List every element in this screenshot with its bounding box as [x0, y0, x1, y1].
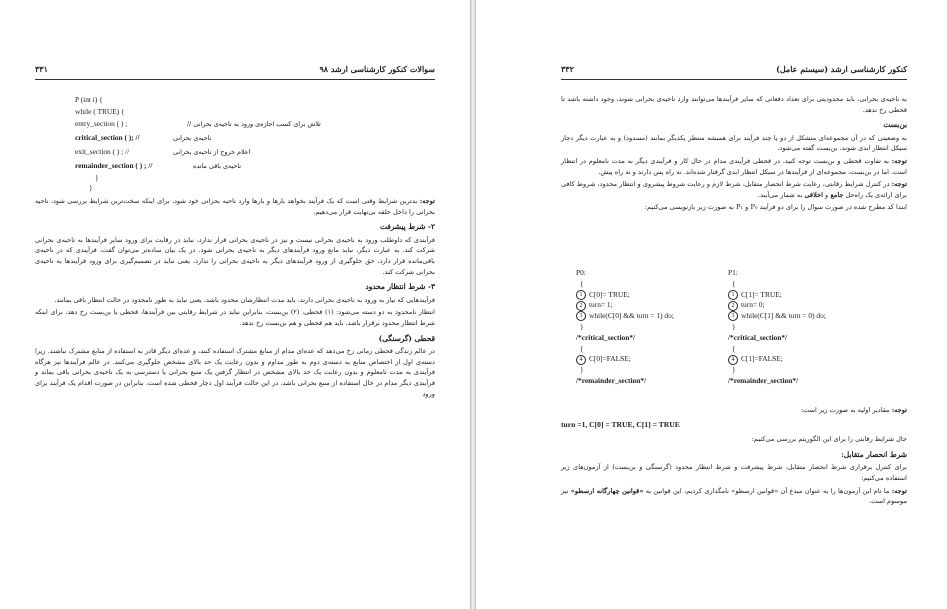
- code-comment: اعلام خروج از ناحیه‌ی بحرانی: [173, 148, 251, 156]
- code-line: 2 turn= 0;: [728, 300, 898, 311]
- paragraph: حال شرایط رقابتی را برای این الگوریتم بررسی می‌کنیم:: [751, 435, 907, 444]
- code-comment: تلاش برای کسب اجازه‌ی ورود به ناحیه‌ی بحرانی //: [187, 120, 321, 128]
- left-body: [35, 196, 435, 401]
- circled-number: 1: [576, 290, 586, 300]
- p0-code-block: [576, 268, 736, 387]
- circled-number: 1: [728, 290, 738, 300]
- code-line: 3 while(C[1] && turn = 0) do;: [728, 311, 898, 322]
- paragraph: انتظار نامحدود به دو دسته می‌شود: (۱) قحطی، (۲) بن‌بست، بنابراین نباید در شرایط رقابتی بین فرآیندها، قحطی یا بن‌بست رخ دهد. برای اینکه شرط انتظار محدود برقرار باشد، باید هم قحطی و هم بن‌بست رخ ندهد.: [35, 308, 435, 327]
- code-line: 2 turn= 1;: [576, 300, 736, 311]
- note-paragraph: توجه: ما نام این آزمون‌ها را به عنوان مبدع آن «قوانین ارسطو» نامگذاری کردیم، این قوانین به «قوانین چهارگانه ارسطو» نیز موسوم است.: [561, 486, 907, 506]
- code-line: 3 while(C[0] && turn = 1) do;: [576, 311, 736, 322]
- code-line: /*remainder_section*/: [576, 375, 647, 385]
- page-number: ۳۳۱: [35, 64, 48, 74]
- left-page: [0, 0, 470, 609]
- code-line: }: [580, 321, 584, 331]
- right-body-top: [561, 94, 907, 215]
- code-line: P (int i) {: [75, 95, 103, 104]
- paragraph: به وضعیتی که در آن مجموعه‌ای متشکل از دو یا چند فرآیند برای همیشه منتظر یکدیگر بمانند (مسدود) و به عبارت دیگر دچار سیکل انتظار ابدی شوند، بن‌بست گفته می‌شود.: [561, 133, 907, 153]
- circled-number: 4: [728, 355, 738, 365]
- section-heading: شرط انحصار متقابل:: [841, 449, 907, 459]
- code-line: }: [732, 321, 736, 331]
- code-line: entry_section ( ) ;: [75, 119, 128, 128]
- p1-code-block: [728, 268, 898, 387]
- code-comment: ناحیه‌ی باقی مانده: [193, 162, 242, 170]
- circled-number: 2: [576, 301, 586, 311]
- code-line: {: [732, 278, 736, 288]
- right-page: [476, 0, 947, 609]
- code-line: /*critical_section*/: [728, 332, 788, 342]
- code-line: {: [580, 343, 584, 353]
- paragraph: به ناحیه‌ی بحرانی، باید محدودیتی برای تعداد دفعاتی که سایر فرآیندها می‌توانند وارد ناحیه‌ی بحرانی شوند، وجود داشته باشد تا قحطی رخ ندهد.: [561, 95, 907, 114]
- code-line: 4 C[0]=FALSE;: [576, 354, 736, 365]
- initial-values: turn =1, C[0] = TRUE, C[1] = TRUE: [561, 419, 680, 429]
- note-paragraph: توجه: به تفاوت قحطی و بن‌بست توجه کنید، در قحطی فرآیندی مدام در حال کار و فرآیندی دیگر به مدت نامعلوم در انتظار است. اما در بن‌بست، مجموعه‌ای از فرآیندها در سیکل انتظار ابدی گرفتار شده‌اند. نه راه پس دارند و نه راه پیش.: [561, 156, 907, 176]
- paragraph: برای کنترل برقراری شرط انحصار متقابل، شرط پیشرفت و شرط انتظار محدود (گرسنگی و بن‌بست) از آزمون‌های زیر استفاده می‌کنیم:: [561, 463, 907, 482]
- code-line: 4 C[1]=FALSE;: [728, 354, 898, 365]
- code-line: {: [580, 278, 584, 288]
- code-line: /*remainder_section*/: [728, 375, 799, 385]
- section-heading: قحطی (گرسنگی): [378, 333, 435, 343]
- header-rule: [561, 79, 907, 80]
- code-line: {: [732, 343, 736, 353]
- paragraph: فرآیندهایی که نیاز به ورود به ناحیه‌ی بحرانی دارند، باید مدت انتظارشان محدود باشد، یعنی نباید به طور نامحدود در حالت انتظار باقی بمانند.: [54, 295, 435, 304]
- circled-number: 4: [576, 355, 586, 365]
- note-paragraph: توجه: در کنترل شرایط رقابتی، رعایت شرط انحصار متقابل، شرط لازم و رعایت شروط پیشروی و انتظار محدود، شروط کافی برای ارائه‌ی یک راه‌حل جامع و اخلاقی به شمار می‌آیند.: [561, 180, 907, 199]
- code-block: [35, 95, 435, 195]
- note-paragraph: توجه: مقادیر اولیه به صورت زیر است:: [800, 406, 907, 414]
- circled-number: 3: [576, 311, 586, 321]
- code-line: while ( TRUE) {: [75, 107, 125, 116]
- section-heading: ۳- شرط انتظار محدود: [365, 282, 435, 292]
- code-line: }: [89, 183, 93, 192]
- code-line: }: [732, 365, 736, 375]
- circled-number: 2: [728, 301, 738, 311]
- paragraph: ابتدا کد مطرح شده در صورت سوال را برای دو فرآیند P₀ و P₁ به صورت زیر بازنویسی می‌کنیم:: [644, 203, 907, 212]
- right-body-bottom: [561, 405, 907, 509]
- code-line: P0:: [576, 268, 586, 277]
- section-heading: بن‌بست: [883, 120, 907, 130]
- code-line: critical_section ( ); //: [75, 133, 140, 142]
- paragraph: فرآیندی که داوطلب ورود به ناحیه‌ی بحرانی نیست و نیز در ناحیه‌ی بحرانی قرار ندارد، نباید در رقابت برای ورود سایر فرآیندها به ناحیه‌ی بحرانی شرکت کند. به عبارت دیگر، نباید مانع ورود فرآیندهای دیگر به ناحیه‌ی بحرانی شود. در یک بیان ساده‌تر می‌توان گفت، فرآیندی که در ناحیه‌ی باقی‌مانده قرار دارد، حق جلوگیری از ورود فرآیندهای دیگر به ناحیه‌ی بحرانی را ندارد، یعنی نباید در تصمیم‌گیری برای ورود فرآیندها به ناحیه‌ی بحرانی شرکت کند.: [35, 235, 435, 276]
- page-header: [35, 63, 435, 77]
- code-line: 1 C[0]= TRUE;: [576, 290, 736, 301]
- page-header: [561, 63, 907, 77]
- page-number: ۳۳۲: [561, 64, 574, 74]
- code-line: }: [95, 173, 99, 182]
- paragraph: در عالم زندگی قحطی زمانی رخ می‌دهد که عده‌ای مدام از منابع مشترک استفاده کنند، و عده‌ای دیگر قادر به استفاده از منابع مشترک نباشند. زیرا دسته‌ی اول از اختصاص منابع به دسته‌ی دوم به طور مداوم و بدون رعایت یک حد بالای مشخص جلوگیری می‌کنند. در عالم فرآیندها نیز هرگاه فرآیندی به مدت نامعلوم و بدون رعایت یک حد بالای مشخص در انتظار گرفتن یک منبع بحرانی یا دسترسی به یک ناحیه‌ی بحرانی باقی بماند و فرآیندی دیگر مدام در حال استفاده از منبع بحرانی باشد، در این حالت فرآیند اول دچار قحطی شده است. بنابراین در صورت اقدام یک فرآیند برای ورود: [35, 347, 435, 398]
- code-line: remainder_section ( ) ; //: [75, 161, 153, 170]
- header-title: سوالات کنکور کارشناسی ارشد ۹۸: [319, 64, 435, 74]
- code-line: 1 C[1]= TRUE;: [728, 290, 898, 301]
- section-heading: ۲- شرط پیشرفت: [379, 222, 435, 232]
- circled-number: 3: [728, 311, 738, 321]
- code-line: /*critical_section*/: [576, 332, 636, 342]
- header-title: کنکور کارشناسی ارشد (سیستم عامل): [776, 64, 907, 74]
- header-rule: [35, 79, 435, 80]
- code-line: exit_section ( ) ; //: [75, 147, 130, 156]
- note-paragraph: توجه: بدترین شرایط وقتی است که یک فرآیند بخواهد بارها و بارها وارد ناحیه بحرانی خود شود، برای اینکه سخت‌ترین شرایط بررسی شود، ناحیه بحرانی را داخل حلقه بی‌نهایت قرار می‌دهیم.: [35, 197, 435, 216]
- code-comment: ناحیه‌ی بحرانی: [173, 134, 212, 142]
- code-line: }: [580, 365, 584, 375]
- code-line: P1:: [728, 268, 738, 277]
